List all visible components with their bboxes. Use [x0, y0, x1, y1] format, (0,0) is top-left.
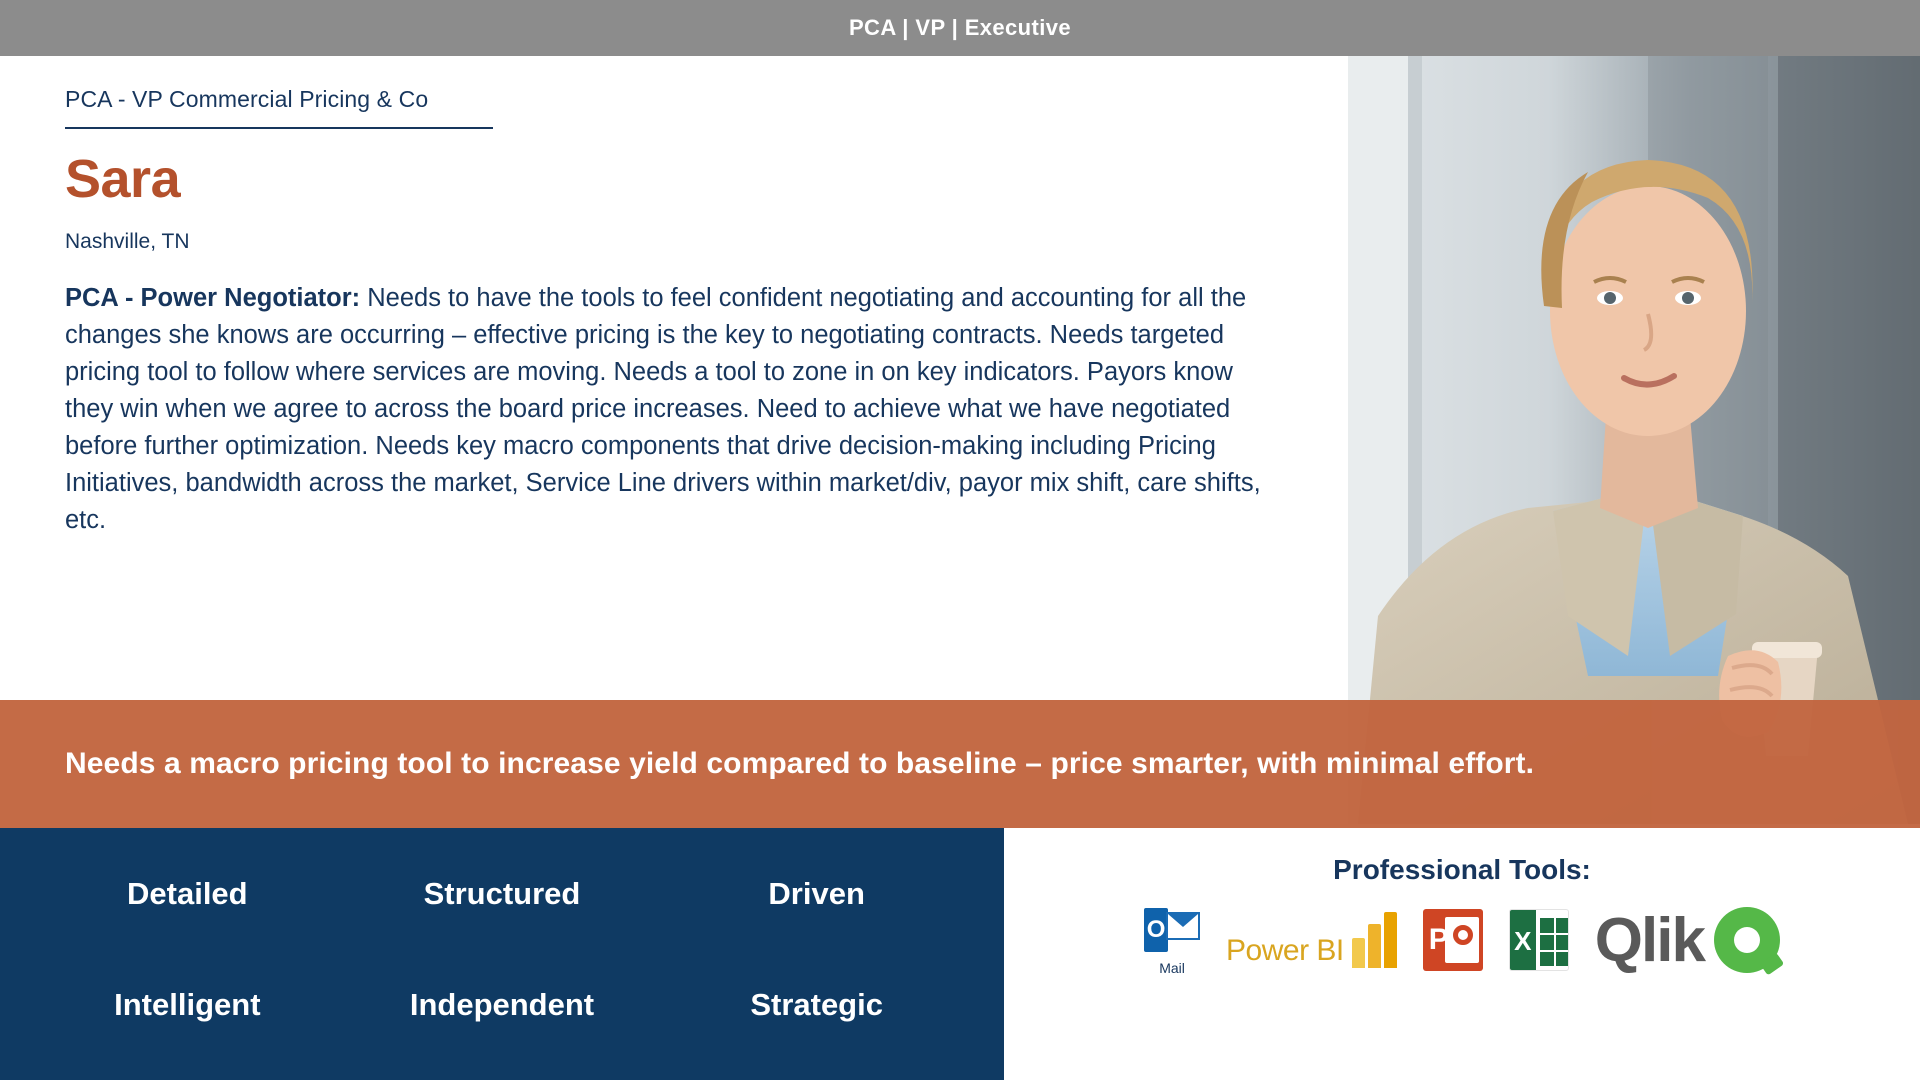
tool-powerpoint	[1423, 909, 1483, 971]
professional-tools-panel	[1004, 828, 1920, 1080]
profile-content	[0, 56, 1348, 706]
trait-item: Structured	[423, 875, 581, 911]
powerpoint-p-letter: P	[1428, 923, 1449, 956]
key-need-text: Needs a macro pricing tool to increase yield compared to baseline – price smarter, with minimal effort.	[65, 747, 1535, 780]
power-bi-bar-3	[1384, 912, 1397, 968]
powerpoint-ring	[1453, 925, 1473, 945]
tool-excel	[1509, 909, 1569, 971]
professional-tools-title: Professional Tools:	[1333, 854, 1591, 885]
persona-location: Nashville, TN	[65, 229, 190, 253]
qlik-mark-icon	[1714, 907, 1780, 973]
qlik-icon	[1595, 905, 1780, 976]
persona-summary-body: Needs to have the tools to feel confident negotiating and accounting for all the changes she knows are occurring – effective pricing is the key to negotiating contracts. Needs targeted pricing tool to follow where services are moving. Needs a tool to zone in on key indicators. Payors know they win when we agree to across the board price increases. Need to achieve what we have negotiated before further optimization. Needs key macro components that drive decision-making including Pricing Initiatives, bandwidth across the market, Service Line drivers within market/div, payor mix shift, care shifts, etc.	[65, 283, 1261, 534]
trait-item: Independent	[409, 986, 595, 1022]
tool-outlook	[1144, 904, 1200, 976]
power-bi-icon	[1226, 912, 1397, 968]
trait-item: Strategic	[750, 986, 883, 1022]
power-bi-bar-1	[1352, 938, 1365, 968]
trait-item: Intelligent	[114, 986, 261, 1022]
persona-summary	[65, 280, 1288, 539]
tool-power-bi	[1226, 912, 1397, 968]
qlik-circle-inner	[1734, 927, 1760, 953]
excel-icon	[1509, 909, 1569, 971]
excel-x-letter: X	[1510, 910, 1536, 971]
trait-item: Detailed	[127, 875, 248, 911]
trait-item: Driven	[768, 875, 865, 911]
persona-name: Sara	[65, 149, 181, 209]
professional-tools-row	[1144, 904, 1780, 976]
excel-grid	[1538, 916, 1568, 966]
top-bar	[0, 0, 1920, 56]
power-bi-wordmark: Power BI	[1226, 934, 1344, 967]
powerpoint-icon	[1423, 909, 1483, 971]
outlook-o-letter: O	[1144, 908, 1168, 952]
tool-label-mail: Mail	[1159, 960, 1185, 976]
key-need-banner	[0, 700, 1920, 828]
power-bi-bar-2	[1368, 924, 1381, 968]
persona-summary-label: PCA - Power Negotiator:	[65, 283, 361, 312]
qlik-wordmark: Qlik	[1594, 905, 1704, 975]
divider	[65, 127, 493, 129]
power-bi-bars-icon	[1352, 912, 1397, 968]
outlook-mail-icon	[1144, 904, 1200, 956]
envelope-icon	[1166, 912, 1200, 940]
traits-panel	[0, 828, 1004, 1080]
tool-qlik	[1595, 905, 1780, 976]
profile-role-eyebrow: PCA - VP Commercial Pricing & Co	[65, 86, 429, 112]
top-bar-title: PCA | VP | Executive	[848, 15, 1072, 40]
